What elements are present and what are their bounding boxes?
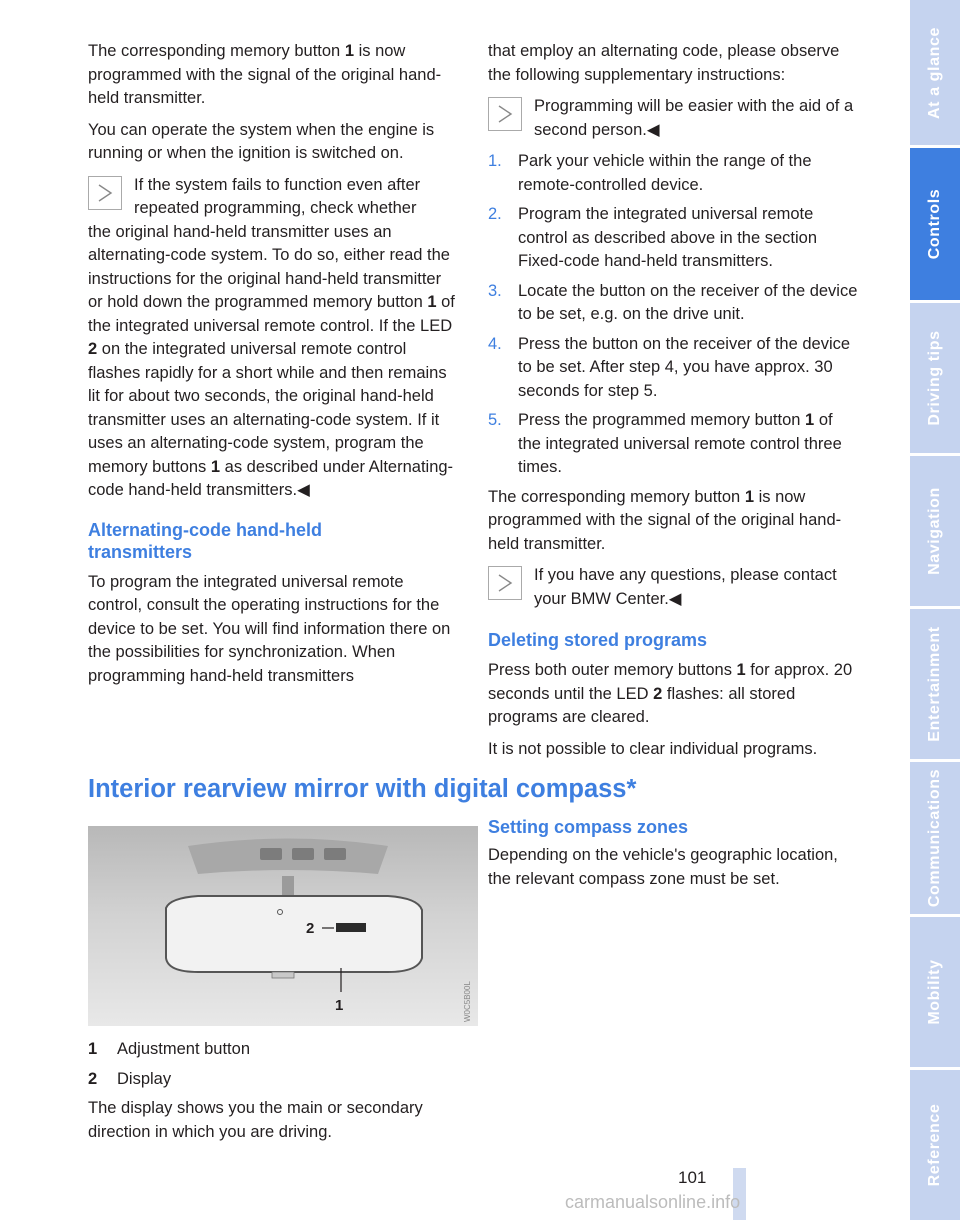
overhead-console (188, 839, 388, 875)
legend-item: 2 Display (88, 1069, 172, 1088)
deleting-programs-text-2: It is not possible to clear individual programs. (488, 739, 818, 758)
watermark: carmanualsonline.info (565, 1192, 741, 1212)
operation-paragraph: You can operate the system when the engine is running or when the ignition is switched on. (88, 120, 435, 162)
mirror-body (166, 896, 422, 972)
list-item: 4. Press the button on the receiver of the device to be set. After step 4, you have approx. 30 seconds for step 5. (488, 334, 851, 400)
compass-zones-text: Depending on the vehicle's geographic location, the relevant compass zone must be set. (488, 846, 838, 888)
left-column (88, 40, 458, 696)
note-bmw-center: If you have any questions, please contact your BMW Center.◀ (534, 566, 837, 608)
compass-zones-section (488, 816, 860, 891)
tab-entertainment[interactable]: Entertainment (910, 609, 960, 759)
figure-legend (88, 1038, 468, 1144)
tab-communications[interactable]: Communications (910, 762, 960, 914)
callout-2: 2 (306, 920, 315, 937)
section-heading: Interior rearview mirror with digital compass* (88, 775, 637, 803)
alternating-code-heading: Alternating-code hand-held transmitters (88, 519, 322, 562)
legend-item: 1 Adjustment button (88, 1040, 250, 1058)
note-first-line: If the system fails to function even after repeated programming, check whether (134, 175, 421, 217)
display-description: The display shows you the main or secondary direction in which you are driving. (88, 1099, 423, 1141)
note-triangle-icon (88, 176, 122, 210)
end-mark-icon: ◀ (668, 589, 682, 608)
deleting-programs-heading: Deleting stored programs (488, 630, 708, 650)
callout-1: 1 (335, 997, 344, 1014)
memory-button-paragraph-2: The corresponding memory button 1 is now programmed with the signal of the original hand-held transmitter. (488, 487, 842, 553)
note-block (88, 174, 458, 503)
memory-button-paragraph: The corresponding memory button 1 is now programmed with the signal of the original hand-held transmitter. (88, 42, 442, 107)
adjustment-button (272, 972, 294, 978)
note-triangle-icon (488, 97, 522, 131)
continued-text: that employ an alternating code, please observe the following supplementary instructions: (488, 42, 840, 84)
alternating-code-text: To program the integrated universal remote control, consult the operating instructions for the device to be set. You will find information there on the possibilities for synchronization. When programming hand-held transmitters (88, 572, 451, 685)
tab-navigation[interactable]: Navigation (910, 456, 960, 606)
mirror-photo (88, 826, 478, 1026)
tab-driving-tips[interactable]: Driving tips (910, 303, 960, 453)
end-mark-icon: ◀ (646, 120, 660, 139)
chapter-sidebar (910, 0, 960, 1220)
tab-reference[interactable]: Reference (910, 1070, 960, 1220)
tab-controls[interactable]: Controls (910, 148, 960, 300)
list-item: 3. Locate the button on the receiver of the device to be set, e.g. on the drive unit. (488, 281, 858, 323)
list-item: 1. Park your vehicle within the range of the remote-controlled device. (488, 152, 812, 194)
note-triangle-icon (488, 566, 522, 600)
compass-zones-heading: Setting compass zones (488, 817, 689, 837)
note-block-2 (488, 95, 860, 142)
end-mark-icon: ◀ (297, 481, 310, 499)
right-column (488, 40, 860, 769)
list-item: 2. Program the integrated universal remote control as described above in the section Fixed-code hand-held transmitters. (488, 205, 818, 270)
note-body: the original hand-held transmitter uses an alternating-code system. To do so, either read the instructions for the original hand-held transmitter or hold down the programmed memory button 1 of the integrated universal remote control. If the LED 2 on the integrated universal remote control flashes rapidly for a short while and then remains lit for about two seconds, the original hand-held transmitter uses an alternating-code system. If it uses an alternating-code system, program the memory buttons 1 as described under Alternating-code hand-held transmitters.◀ (88, 222, 455, 499)
page-number: 101 (678, 1168, 707, 1187)
note-block-3 (488, 564, 860, 611)
note-second-person: Programming will be easier with the aid of a second person.◀ (534, 97, 854, 139)
tab-mobility[interactable]: Mobility (910, 917, 960, 1067)
display-element (336, 923, 366, 932)
tab-at-a-glance[interactable]: At a glance (910, 0, 960, 145)
programming-steps (488, 150, 860, 480)
list-item: 5. Press the programmed memory button 1 of the integrated universal remote control three times. (488, 411, 842, 476)
figure-code: W0C5B00L (463, 981, 472, 1022)
deleting-programs-text: Press both outer memory buttons 1 for approx. 20 seconds until the LED 2 flashes: all stored programs are cleared. (488, 661, 853, 726)
